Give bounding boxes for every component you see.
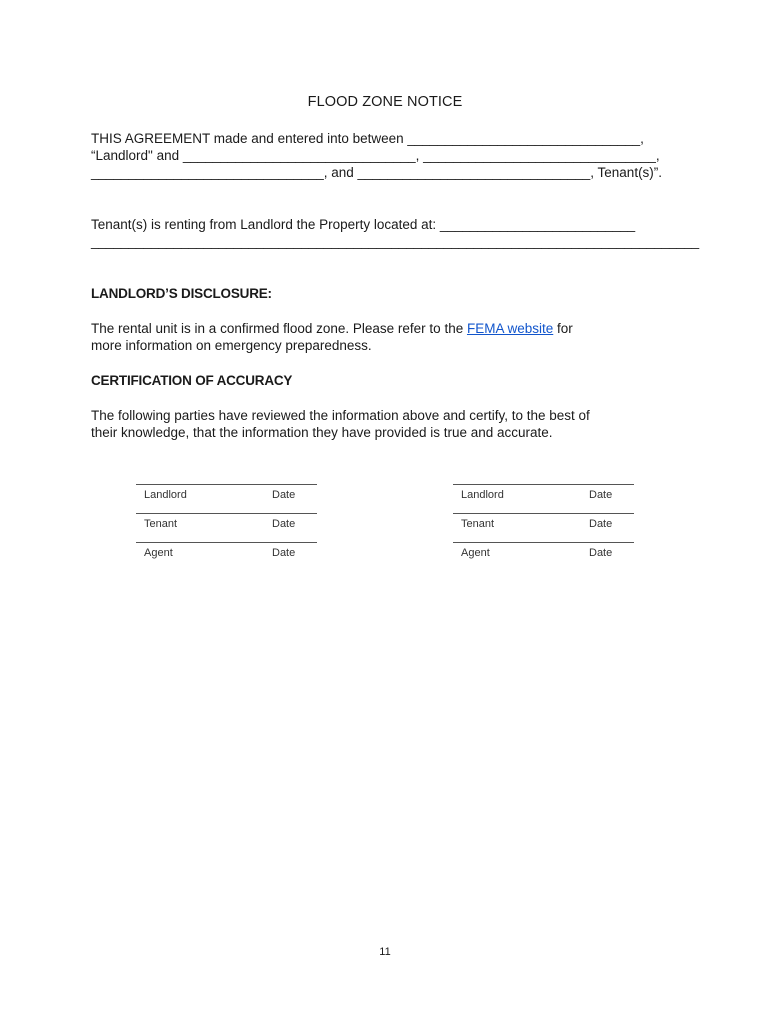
signature-line-agent[interactable]	[453, 542, 634, 571]
date-label: Date	[589, 547, 613, 559]
agreement-line-2: “Landlord" and _______________________________, _______________________________,	[91, 148, 660, 163]
disclosure-heading: LANDLORD’S DISCLOSURE:	[91, 286, 272, 301]
disclosure-line-2: more information on emergency preparedness.	[91, 338, 372, 353]
signature-block-right	[453, 484, 634, 571]
page-number: 11	[379, 946, 391, 958]
date-label: Date	[272, 518, 296, 530]
signature-line-tenant[interactable]	[453, 513, 634, 542]
agreement-paragraph	[91, 130, 681, 181]
signature-label: Tenant	[461, 518, 495, 530]
fema-website-link[interactable]: FEMA website	[466, 321, 554, 336]
disclosure-text-before-link: The rental unit is in a confirmed flood zone. Please refer to the	[91, 321, 467, 336]
signature-label: Tenant	[144, 518, 178, 530]
signature-line-tenant[interactable]	[136, 513, 317, 542]
certification-line-1: The following parties have reviewed the information above and certify, to the best of	[91, 408, 590, 423]
document-title: FLOOD ZONE NOTICE	[307, 94, 463, 110]
signature-line-landlord[interactable]	[453, 484, 634, 513]
property-line-2: _________________________________________________________________________________	[91, 234, 700, 249]
property-paragraph	[91, 216, 700, 250]
signature-block-left	[136, 484, 317, 571]
property-line-1: Tenant(s) is renting from Landlord the Property located at: __________________________	[91, 217, 636, 232]
certification-paragraph	[91, 407, 681, 441]
disclosure-line-1	[91, 320, 681, 337]
date-label: Date	[589, 518, 613, 530]
signature-line-landlord[interactable]	[136, 484, 317, 513]
date-label: Date	[272, 547, 296, 559]
certification-line-2: their knowledge, that the information they have provided is true and accurate.	[91, 425, 553, 440]
signature-label: Agent	[144, 547, 173, 559]
signature-label: Landlord	[144, 489, 187, 501]
signature-label: Landlord	[461, 489, 504, 501]
date-label: Date	[589, 489, 613, 501]
date-label: Date	[272, 489, 296, 501]
agreement-line-1: THIS AGREEMENT made and entered into between _______________________________,	[91, 131, 644, 146]
disclosure-text-after-link: for	[553, 321, 573, 336]
certification-heading: CERTIFICATION OF ACCURACY	[91, 373, 293, 388]
signature-label: Agent	[461, 547, 490, 559]
agreement-line-3: _______________________________, and _______________________________, Tenant(s)”.	[91, 165, 663, 180]
disclosure-paragraph	[91, 320, 681, 354]
signature-line-agent[interactable]	[136, 542, 317, 571]
